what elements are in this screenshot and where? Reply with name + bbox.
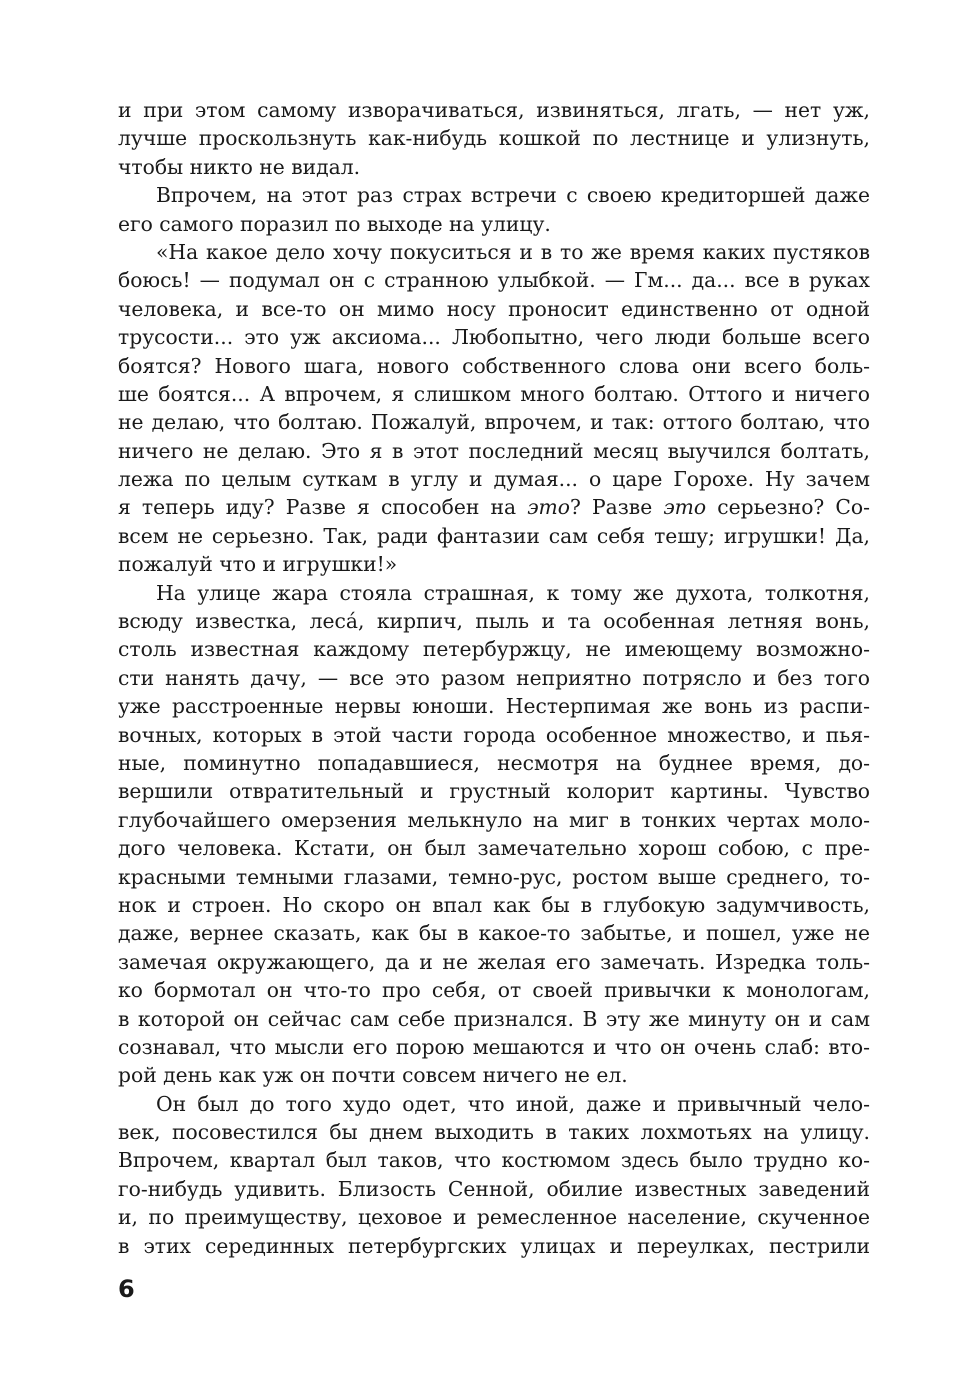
text-line: в этих серединных петербургских улицах и переулках, пестрили xyxy=(118,1233,870,1258)
text-line: всем не серьезно. Так, ради фантазии сам себя тешу; игрушки! Да, xyxy=(118,523,870,548)
text-line: лежа по целым суткам в углу и думая... о царе Горохе. Ну зачем xyxy=(118,467,870,492)
page-text xyxy=(118,96,870,1260)
text-line: трусости... это уж аксиома... Любопытно, чего люди больше всего xyxy=(118,325,870,350)
text-line: Впрочем, на этот раз страх встречи с своею кредиторшей даже xyxy=(156,183,870,208)
text-run: я теперь иду? Разве я способен на xyxy=(118,495,528,520)
text-line: ше боятся... А впрочем, я слишком много болтаю. Оттого и ничего xyxy=(118,381,870,406)
text-line: «На какое дело хочу покуситься и в то же время каких пустяков xyxy=(156,239,870,264)
text-line: вочных, которых в этой части города особенное множество, и пья- xyxy=(118,722,870,747)
text-line: чтобы никто не видал. xyxy=(118,154,361,179)
text-line: не делаю, что болтаю. Пожалуй, впрочем, и так: оттого болтаю, что xyxy=(118,410,870,435)
text-line: пожалуй что и игрушки!» xyxy=(118,552,398,577)
text-line: дого человека. Кстати, он был замечательно хорош собою, с пре- xyxy=(118,836,870,861)
page-number: 6 xyxy=(118,1275,135,1303)
text-line: и при этом самому изворачиваться, извиняться, лгать, — нет уж, xyxy=(118,98,870,122)
text-line: ничего не делаю. Это я в этот последний месяц выучился болтать, xyxy=(118,438,870,463)
text-line: столь известная каждому петербуржцу, не имеющему возможно- xyxy=(118,637,870,662)
text-line: век, посовестился бы днем выходить в таких лохмотьях на улицу. xyxy=(118,1120,870,1145)
text-line: сознавал, что мысли его порою мешаются и что он очень слаб: вто- xyxy=(118,1034,870,1059)
text-line: На улице жара стояла страшная, к тому же духота, толкотня, xyxy=(156,580,870,605)
text-line: замечая окружающего, да и не желая его замечать. Изредка толь- xyxy=(118,949,870,974)
text-line: рой день как уж он почти совсем ничего не ел. xyxy=(118,1063,628,1088)
text-line: го-нибудь удивить. Близость Сенной, обилие известных заведений xyxy=(118,1176,870,1201)
text-line: вершили отвратительный и грустный колорит картины. Чувство xyxy=(118,779,870,804)
text-line: сти нанять дачу, — все это разом неприятно потрясло и без того xyxy=(118,665,870,690)
text-line: глубочайшего омерзения мелькнуло на миг в тонких чертах моло- xyxy=(118,807,870,832)
text-line: даже, вернее сказать, как бы в какое-то забытье, и пошел, уже не xyxy=(118,921,870,946)
text-line: и, по преимуществу, цеховое и ремесленное население, скученное xyxy=(118,1205,870,1230)
text-run: серьезно? Со- xyxy=(706,495,870,520)
text-line: нок и строен. Но скоро он впал как бы в глубокую задумчивость, xyxy=(118,892,870,917)
text-line: в которой он сейчас сам себе признался. В эту же минуту он и сам xyxy=(118,1006,870,1031)
text-line: красными темными глазами, темно-рус, ростом выше среднего, то- xyxy=(118,864,870,889)
text-line: его самого поразил по выходе на улицу. xyxy=(118,211,551,236)
text-run: ? Разве xyxy=(570,495,664,520)
text-line: уже расстроенные нервы юноши. Нестерпимая же вонь из распи- xyxy=(118,694,870,719)
text-line: ко бормотал он что-то про себя, от своей привычки к монологам, xyxy=(118,978,870,1003)
text-line: человека, и все-то он мимо носу проносит единственно от одной xyxy=(118,296,870,321)
text-line: Он был до того худо одет, что иной, даже и привычный чело- xyxy=(156,1091,870,1116)
text-line: Впрочем, квартал был таков, что костюмом здесь было трудно ко- xyxy=(118,1148,870,1173)
text-line: всюду известка, леса́, кирпич, пыль и та особенная летняя вонь, xyxy=(118,609,870,634)
text-line: ные, поминутно попадавшиеся, несмотря на буднее время, до- xyxy=(118,750,870,775)
emphasis-text: это xyxy=(663,495,707,520)
text-line: лучше проскользнуть как-нибудь кошкой по лестнице и улизнуть, xyxy=(118,126,870,151)
emphasis-text: это xyxy=(527,495,570,520)
text-line: боятся? Нового шага, нового собственного слова они всего боль- xyxy=(118,353,870,378)
text-line: боюсь! — подумал он с странною улыбкой. — Гм... да... все в руках xyxy=(118,268,870,293)
text-line xyxy=(118,493,870,521)
